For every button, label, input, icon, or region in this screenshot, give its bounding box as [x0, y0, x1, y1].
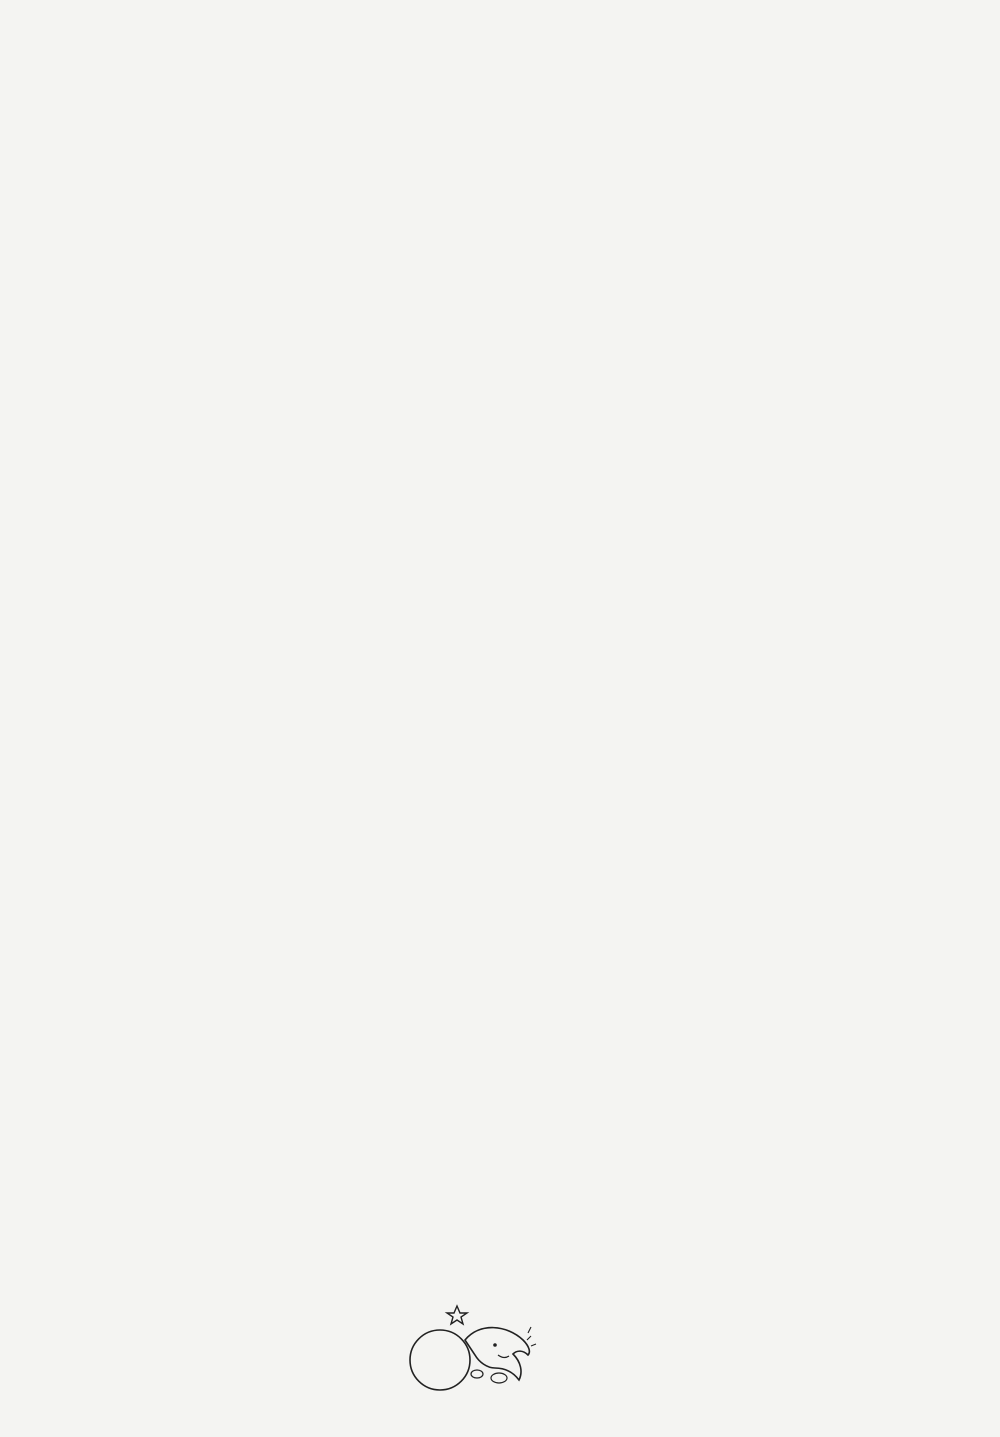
top-answer-line	[118, 172, 147, 200]
written-row-8	[90, 454, 142, 482]
site-watermark	[795, 1338, 1000, 1437]
written-row-4	[90, 343, 102, 371]
dolphin-icon	[395, 1300, 545, 1395]
listening-1-line-3	[118, 626, 136, 654]
page-number-dolphin-art	[395, 1300, 545, 1395]
written-row-7	[90, 426, 153, 454]
written-row-3	[90, 315, 161, 343]
written-row-6	[90, 399, 104, 427]
